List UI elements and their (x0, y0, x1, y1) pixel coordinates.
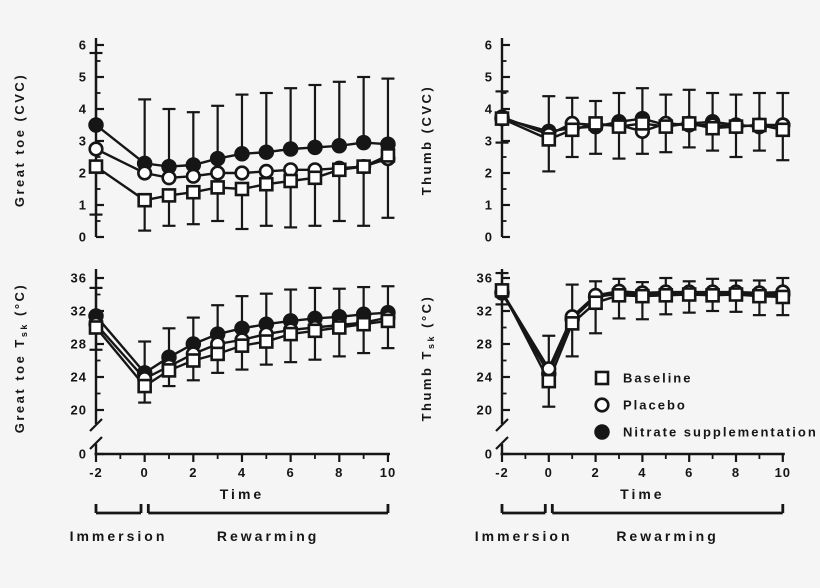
marker-nitrate (308, 140, 322, 154)
x-tick-label: 10 (774, 465, 792, 480)
marker-baseline (236, 183, 248, 195)
marker-baseline (496, 284, 508, 296)
y-tick-label: 2 (78, 165, 87, 181)
phase-label: Rewarming (216, 528, 320, 544)
marker-baseline (660, 289, 672, 301)
y-tick-label: 4 (78, 101, 87, 117)
marker-baseline (683, 289, 695, 301)
x-axis-title: Time (219, 486, 265, 502)
marker-baseline (590, 117, 602, 129)
marker-baseline (496, 113, 508, 125)
y-tick-label: 3 (484, 133, 493, 149)
y-tick-label: 36 (476, 270, 493, 286)
marker-baseline (212, 181, 224, 193)
marker-baseline (309, 325, 321, 337)
y-tick-label: 32 (70, 303, 87, 319)
marker-placebo (90, 143, 103, 156)
open-circle-legend-icon (596, 399, 609, 412)
marker-baseline (285, 328, 297, 340)
marker-baseline (382, 149, 394, 161)
x-tick-label: -2 (89, 465, 103, 480)
x-tick-label: 4 (237, 465, 247, 480)
open-square-legend-icon (596, 372, 608, 384)
x-tick-label: 6 (685, 465, 694, 480)
marker-baseline (566, 124, 578, 136)
x-tick-label: 0 (544, 465, 553, 480)
filled-circle-legend-icon (595, 425, 609, 439)
y-axis-title: Thumb $T_{sk}$ (°C) (419, 294, 436, 422)
marker-nitrate (357, 136, 371, 150)
marker-baseline (543, 375, 555, 387)
y-tick-label: 0 (78, 446, 87, 462)
y-tick-label: 28 (476, 336, 493, 352)
x-tick-label: -2 (495, 465, 509, 480)
marker-baseline (777, 124, 789, 136)
marker-baseline (139, 194, 151, 206)
y-axis-title: Thumb (CVC) (419, 84, 434, 196)
x-tick-label: 4 (638, 465, 647, 480)
y-tick-label: 0 (484, 229, 493, 245)
marker-baseline (236, 340, 248, 352)
marker-baseline (212, 348, 224, 360)
x-axis-title: Time (620, 486, 665, 502)
marker-baseline (382, 315, 394, 327)
x-tick-label: 10 (379, 465, 397, 480)
marker-baseline (730, 289, 742, 301)
marker-baseline (543, 133, 555, 145)
x-tick-label: 2 (591, 465, 600, 480)
marker-baseline (333, 164, 345, 176)
marker-baseline (707, 122, 719, 134)
y-tick-label: 0 (484, 446, 493, 462)
marker-placebo (187, 170, 200, 183)
y-tick-label: 28 (70, 336, 87, 352)
marker-baseline (636, 117, 648, 129)
marker-baseline (163, 364, 175, 376)
marker-nitrate (259, 145, 273, 159)
marker-baseline (309, 172, 321, 184)
marker-nitrate (332, 139, 346, 153)
marker-baseline (753, 119, 765, 131)
y-tick-label: 20 (476, 402, 493, 418)
marker-baseline (730, 121, 742, 133)
y-tick-label: 0 (78, 229, 87, 245)
y-tick-label: 5 (78, 69, 87, 85)
y-axis-title: Great toe (CVC) (12, 72, 27, 208)
marker-placebo (260, 165, 273, 178)
marker-baseline (636, 290, 648, 302)
y-tick-label: 20 (70, 402, 87, 418)
marker-placebo (138, 167, 151, 180)
marker-placebo (543, 362, 556, 375)
y-tick-label: 5 (484, 69, 493, 85)
x-tick-label: 6 (286, 465, 295, 480)
marker-baseline (139, 380, 151, 392)
marker-nitrate (211, 152, 225, 166)
y-axis-title: Great toe $T_{sk}$ (°C) (12, 282, 29, 434)
marker-baseline (260, 178, 272, 190)
marker-baseline (613, 121, 625, 133)
legend-label: Placebo (623, 397, 687, 413)
marker-baseline (333, 322, 345, 334)
marker-baseline (753, 290, 765, 302)
marker-baseline (358, 161, 370, 173)
marker-baseline (163, 189, 175, 201)
x-tick-label: 8 (335, 465, 344, 480)
marker-baseline (683, 117, 695, 129)
marker-baseline (90, 161, 102, 173)
marker-baseline (187, 355, 199, 367)
marker-baseline (358, 318, 370, 330)
x-tick-label: 8 (731, 465, 741, 480)
marker-nitrate (89, 118, 103, 132)
marker-placebo (236, 167, 249, 180)
y-tick-label: 32 (476, 303, 493, 319)
marker-nitrate (235, 147, 249, 161)
y-tick-label: 2 (484, 165, 493, 181)
marker-placebo (211, 167, 224, 180)
marker-baseline (707, 289, 719, 301)
legend-label: Baseline (623, 370, 693, 386)
marker-baseline (187, 186, 199, 198)
marker-baseline (613, 289, 625, 301)
y-tick-label: 24 (70, 369, 87, 385)
y-tick-label: 1 (78, 197, 87, 213)
y-tick-label: 6 (78, 37, 87, 53)
y-tick-label: 24 (476, 369, 493, 385)
marker-baseline (90, 322, 102, 334)
y-tick-label: 3 (78, 133, 87, 149)
x-tick-label: 2 (189, 465, 198, 480)
marker-baseline (590, 297, 602, 309)
phase-label: Immersion (69, 528, 168, 544)
marker-baseline (285, 175, 297, 187)
marker-nitrate (284, 142, 298, 156)
y-tick-label: 1 (484, 197, 493, 213)
marker-baseline (660, 121, 672, 133)
y-tick-label: 36 (70, 270, 87, 286)
y-tick-label: 4 (484, 101, 493, 117)
marker-baseline (777, 291, 789, 303)
marker-baseline (260, 336, 272, 348)
phase-label: Rewarming (616, 528, 719, 544)
x-tick-label: 0 (140, 465, 149, 480)
marker-baseline (566, 317, 578, 329)
y-tick-label: 6 (484, 37, 493, 53)
legend-label: Nitrate supplementation (623, 424, 818, 440)
marker-placebo (163, 172, 176, 185)
phase-label: Immersion (474, 528, 573, 544)
